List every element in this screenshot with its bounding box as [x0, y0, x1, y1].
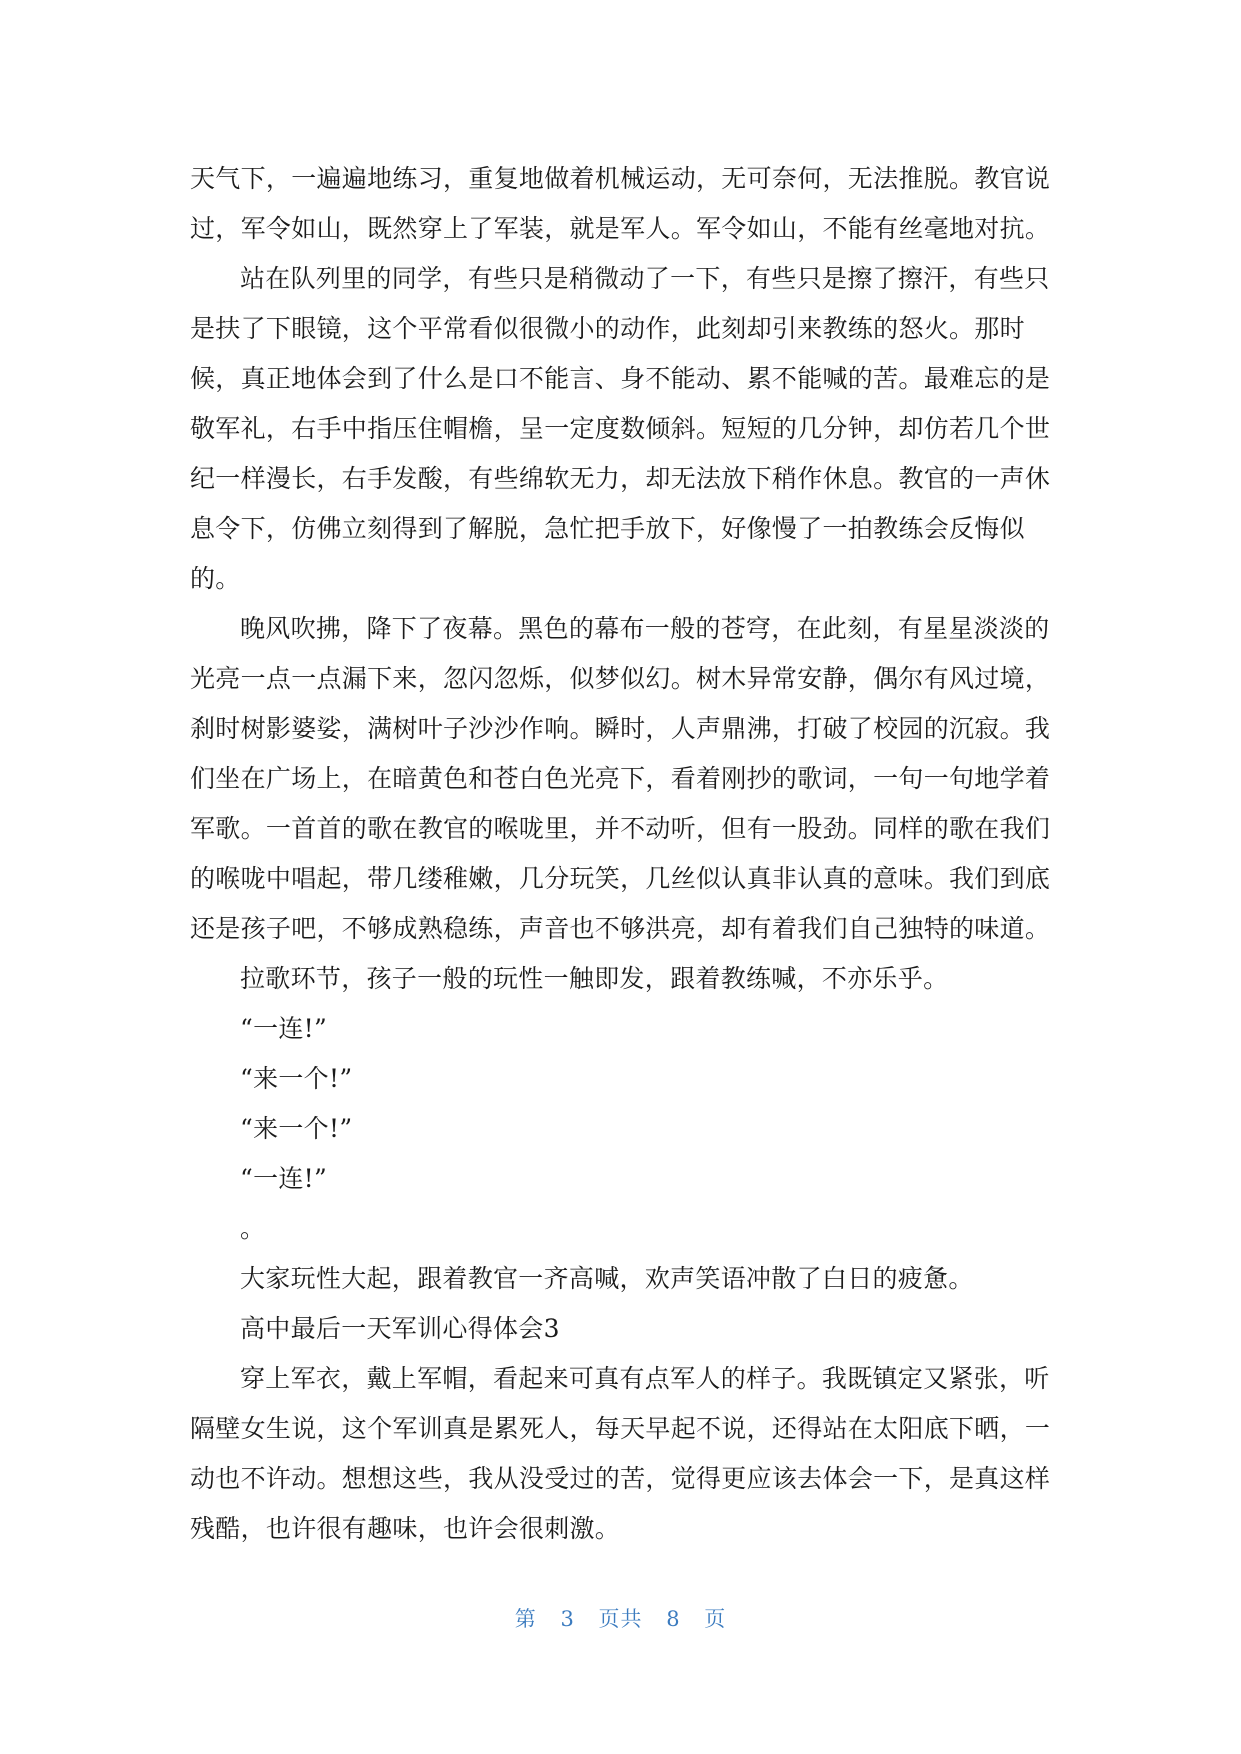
- text-line: 军歌。一首首的歌在教官的喉咙里，并不动听，但有一股劲。同样的歌在我们: [190, 814, 1051, 843]
- text-line: “一连!”: [240, 1164, 328, 1193]
- text-line: 敬军礼，右手中指压住帽檐，呈一定度数倾斜。短短的几分钟，却仿若几个世: [190, 414, 1051, 443]
- text-line: 的。: [190, 564, 241, 593]
- document-body: [190, 154, 1050, 1554]
- text-line: 高中最后一天军训心得体会3: [240, 1314, 560, 1343]
- text-line: 拉歌环节，孩子一般的玩性一触即发，跟着教练喊，不亦乐乎。: [240, 964, 949, 993]
- text-line: 隔壁女生说，这个军训真是累死人，每天早起不说，还得站在太阳底下晒，一: [190, 1414, 1051, 1443]
- text-line: 是扶了下眼镜，这个平常看似很微小的动作，此刻却引来教练的怒火。那时: [190, 314, 1025, 343]
- text-line: “来一个!”: [240, 1064, 353, 1093]
- text-line: 们坐在广场上，在暗黄色和苍白色光亮下，看着刚抄的歌词，一句一句地学着: [190, 764, 1051, 793]
- text-line: 晚风吹拂，降下了夜幕。黑色的幕布一般的苍穹，在此刻，有星星淡淡的: [240, 614, 1050, 643]
- footer-total-pages: 8: [666, 1607, 681, 1631]
- text-line: 刹时树影婆娑，满树叶子沙沙作响。瞬时，人声鼎沸，打破了校园的沉寂。我: [190, 714, 1051, 743]
- text-line: 还是孩子吧，不够成熟稳练，声音也不够洪亮，却有着我们自己独特的味道。: [190, 914, 1051, 943]
- page-footer: [0, 1603, 1241, 1633]
- text-line: 的喉咙中唱起，带几缕稚嫩，几分玩笑，几丝似认真非认真的意味。我们到底: [190, 864, 1051, 893]
- footer-suffix: 页: [704, 1607, 727, 1631]
- footer-prefix: 第: [514, 1607, 537, 1631]
- text-line: 动也不许动。想想这些，我从没受过的苦，觉得更应该去体会一下，是真这样: [190, 1464, 1051, 1493]
- footer-current-page: 3: [560, 1607, 575, 1631]
- text-line: 穿上军衣，戴上军帽，看起来可真有点军人的样子。我既镇定又紧张，听: [240, 1364, 1050, 1393]
- text-line: 纪一样漫长，右手发酸，有些绵软无力，却无法放下稍作休息。教官的一声休: [190, 464, 1051, 493]
- footer-middle: 页共: [598, 1607, 643, 1631]
- text-line: 天气下，一遍遍地练习，重复地做着机械运动，无可奈何，无法推脱。教官说: [190, 164, 1051, 193]
- text-line: 残酷，也许很有趣味，也许会很刺激。: [190, 1514, 621, 1543]
- text-line: 息令下，仿佛立刻得到了解脱，急忙把手放下，好像慢了一拍教练会反悔似: [190, 514, 1025, 543]
- text-line: 过，军令如山，既然穿上了军装，就是军人。军令如山，不能有丝毫地对抗。: [190, 214, 1051, 243]
- text-line: 站在队列里的同学，有些只是稍微动了一下，有些只是擦了擦汗，有些只: [240, 264, 1050, 293]
- text-line: 大家玩性大起，跟着教官一齐高喊，欢声笑语冲散了白日的疲惫。: [240, 1264, 974, 1293]
- text-line: “来一个!”: [240, 1114, 353, 1143]
- text-line: 候，真正地体会到了什么是口不能言、身不能动、累不能喊的苦。最难忘的是: [190, 364, 1051, 393]
- text-line: “一连!”: [240, 1014, 328, 1043]
- text-line: 光亮一点一点漏下来，忽闪忽烁，似梦似幻。树木异常安静，偶尔有风过境，: [190, 664, 1051, 693]
- text-line: 。: [240, 1214, 266, 1243]
